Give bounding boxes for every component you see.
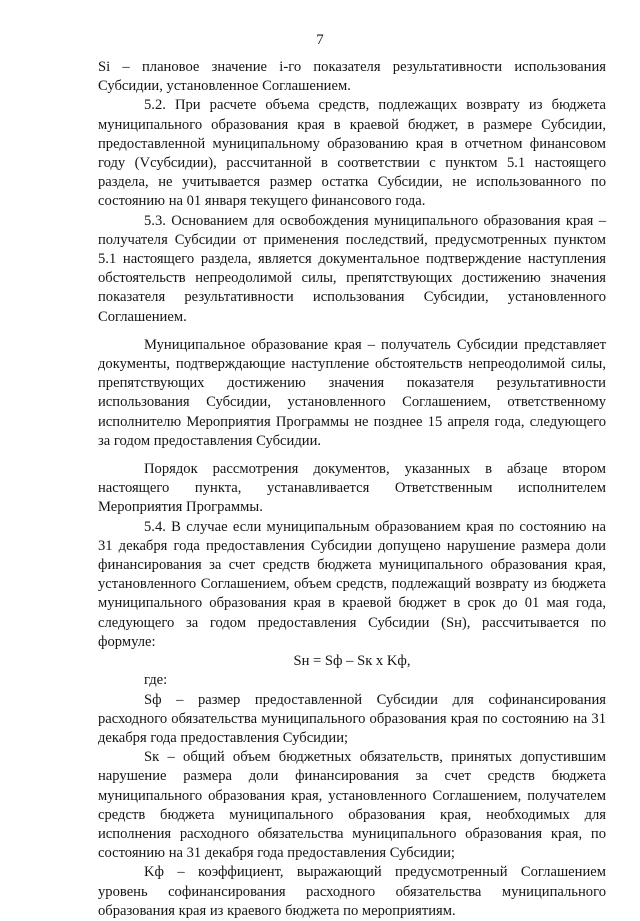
paragraph-5-3: 5.3. Основанием для освобождения муниципального образования края – получателя Субсидии от применения последствий, предусмотренных пунктом 5.1 настоящего раздела, является документальное подтверждение наступления обстоятельств непреодолимой силы, препятствующих достижению значения показателя результативности использования Субсидии, установленного Соглашением. [98,212,606,325]
document-body [98,58,606,921]
definition-sf: Sф – размер предоставленной Субсидии для софинансирования расходного обязательства муниципального образования края по состоянию на 31 декабря года предоставления Субсидии; [98,691,606,746]
paragraph-5-2: 5.2. При расчете объема средств, подлежащих возврату из бюджета муниципального образования края в краевой бюджет, в размере Субсидии, предоставленной муниципальному образованию края в отчетном финансовом году (Vсубсидии), рассчитанной в соответствии с пунктом 5.1 настоящего раздела, не учитывается размер остатка Субсидии, не использованного по состоянию на 01 января текущего финансового года. [98,97,606,210]
paragraph-si-definition: Si – плановое значение i-го показателя результативности использования Субсидии, установленное Соглашением. [98,59,606,95]
where-label: где: [144,672,168,689]
paragraph-5-4: 5.4. В случае если муниципальным образованием края по состоянию на 31 декабря года предоставления Субсидии допущено нарушение размера доли финансирования за счет средств бюджета муниципального образования края, установленного Соглашением, объем средств, подлежащий возврату из бюджета муниципального образования края в краевой бюджет в срок до 01 мая года, следующего за годом предоставления Субсидии (Sн), рассчитывается по формуле: [98,518,606,650]
formula: Sн = Sф – Sк x Kф, [293,653,411,670]
paragraph-procedure: Порядок рассмотрения документов, указанных в абзаце втором настоящего пункта, устанавливается Ответственным исполнителем Мероприятия Программы. [98,461,606,516]
paragraph-documents: Муниципальное образование края – получатель Субсидии представляет документы, подтверждающие наступление обстоятельств непреодолимой силы, препятствующих достижению значения показателя результативности использования Субсидии, установленного Соглашением, ответственному исполнителю Мероприятия Программы не позднее 15 апреля года, следующего за годом предоставления Субсидии. [98,336,606,449]
page-number: 7 [316,32,324,48]
definition-kf: Kф – коэффициент, выражающий предусмотренный Соглашением уровень софинансирования расходного обязательства муниципального образования края из краевого бюджета по мероприятиям. [98,864,606,919]
definition-sk: Sк – общий объем бюджетных обязательств, принятых допустившим нарушение размера доли финансирования за счет средств бюджета муниципального образования края, установленного Соглашением, получателем средств бюджета муниципального образования края, необходимых для исполнения расходного обязательства муниципального образования края, по состоянию на 31 декабря года предоставления Субсидии; [98,749,606,862]
